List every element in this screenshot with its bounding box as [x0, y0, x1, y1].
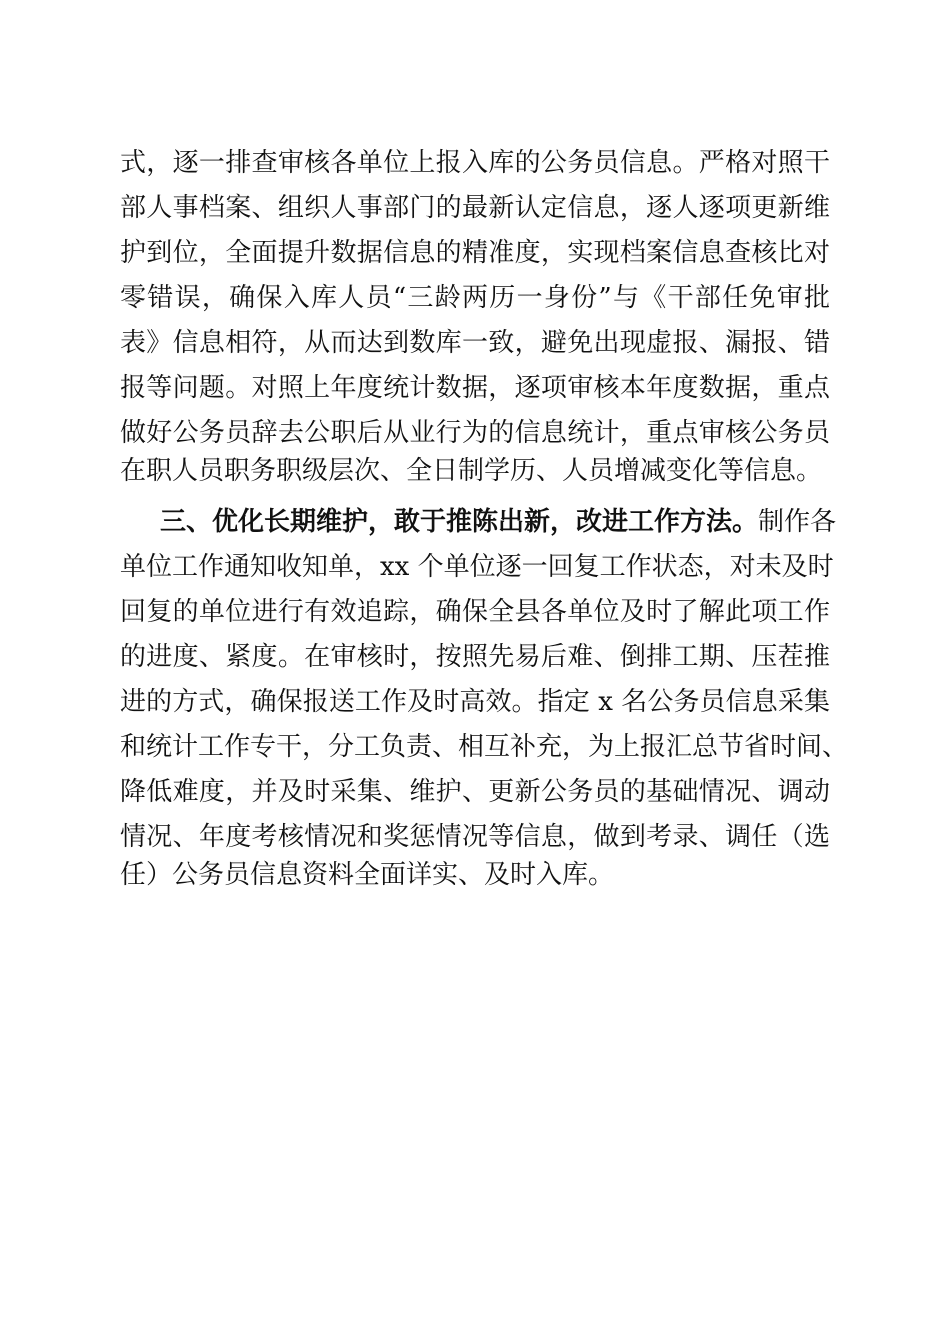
paragraph-2-line-6: 和统计工作专干，分工负责、相互补充，为上报汇总节省时间、	[120, 732, 849, 762]
paragraph-2-line-4: 的进度、紧度。在审核时，按照先易后难、倒排工期、压茬推	[120, 642, 830, 672]
section-heading: 三、优化长期维护，敢于推陈出新，改进工作方法。	[160, 507, 759, 537]
paragraph-2-line-8: 情况、年度考核情况和奖惩情况等信息，做到考录、调任（选	[120, 822, 830, 852]
paragraph-1-line-8: 在职人员职务职级层次、全日制学历、人员增减变化等信息。	[120, 456, 823, 486]
paragraph-1-line-6: 报等问题。对照上年度统计数据，逐项审核本年度数据，重点	[120, 373, 830, 403]
paragraph-2-line-1-rest: 制作各	[758, 507, 837, 537]
paragraph-1-line-7: 做好公务员辞去公职后从业行为的信息统计，重点审核公务员	[120, 418, 830, 448]
paragraph-1-line-4: 零错误，确保入库人员“三龄两历一身份”与《干部任免审批	[120, 283, 830, 313]
paragraph-2-line-2: 单位工作通知收知单，xx 个单位逐一回复工作状态，对未及时	[120, 552, 834, 582]
paragraph-1-line-2: 部人事档案、组织人事部门的最新认定信息，逐人逐项更新维	[120, 193, 830, 223]
paragraph-1-line-5: 表》信息相符，从而达到数库一致，避免出现虚报、漏报、错	[120, 328, 830, 358]
paragraph-2-line-5: 进的方式，确保报送工作及时高效。指定 x 名公务员信息采集	[120, 687, 830, 717]
paragraph-2-line-9: 任）公务员信息资料全面详实、及时入库。	[120, 860, 615, 890]
paragraph-2-line-1	[160, 502, 837, 542]
paragraph-2-line-7: 降低难度，并及时采集、维护、更新公务员的基础情况、调动	[120, 777, 830, 807]
paragraph-2-line-3: 回复的单位进行有效追踪，确保全县各单位及时了解此项工作	[120, 597, 830, 627]
paragraph-1-line-1: 式，逐一排查审核各单位上报入库的公务员信息。严格对照干	[120, 148, 830, 178]
paragraph-1-line-3: 护到位，全面提升数据信息的精准度，实现档案信息查核比对	[120, 238, 830, 268]
